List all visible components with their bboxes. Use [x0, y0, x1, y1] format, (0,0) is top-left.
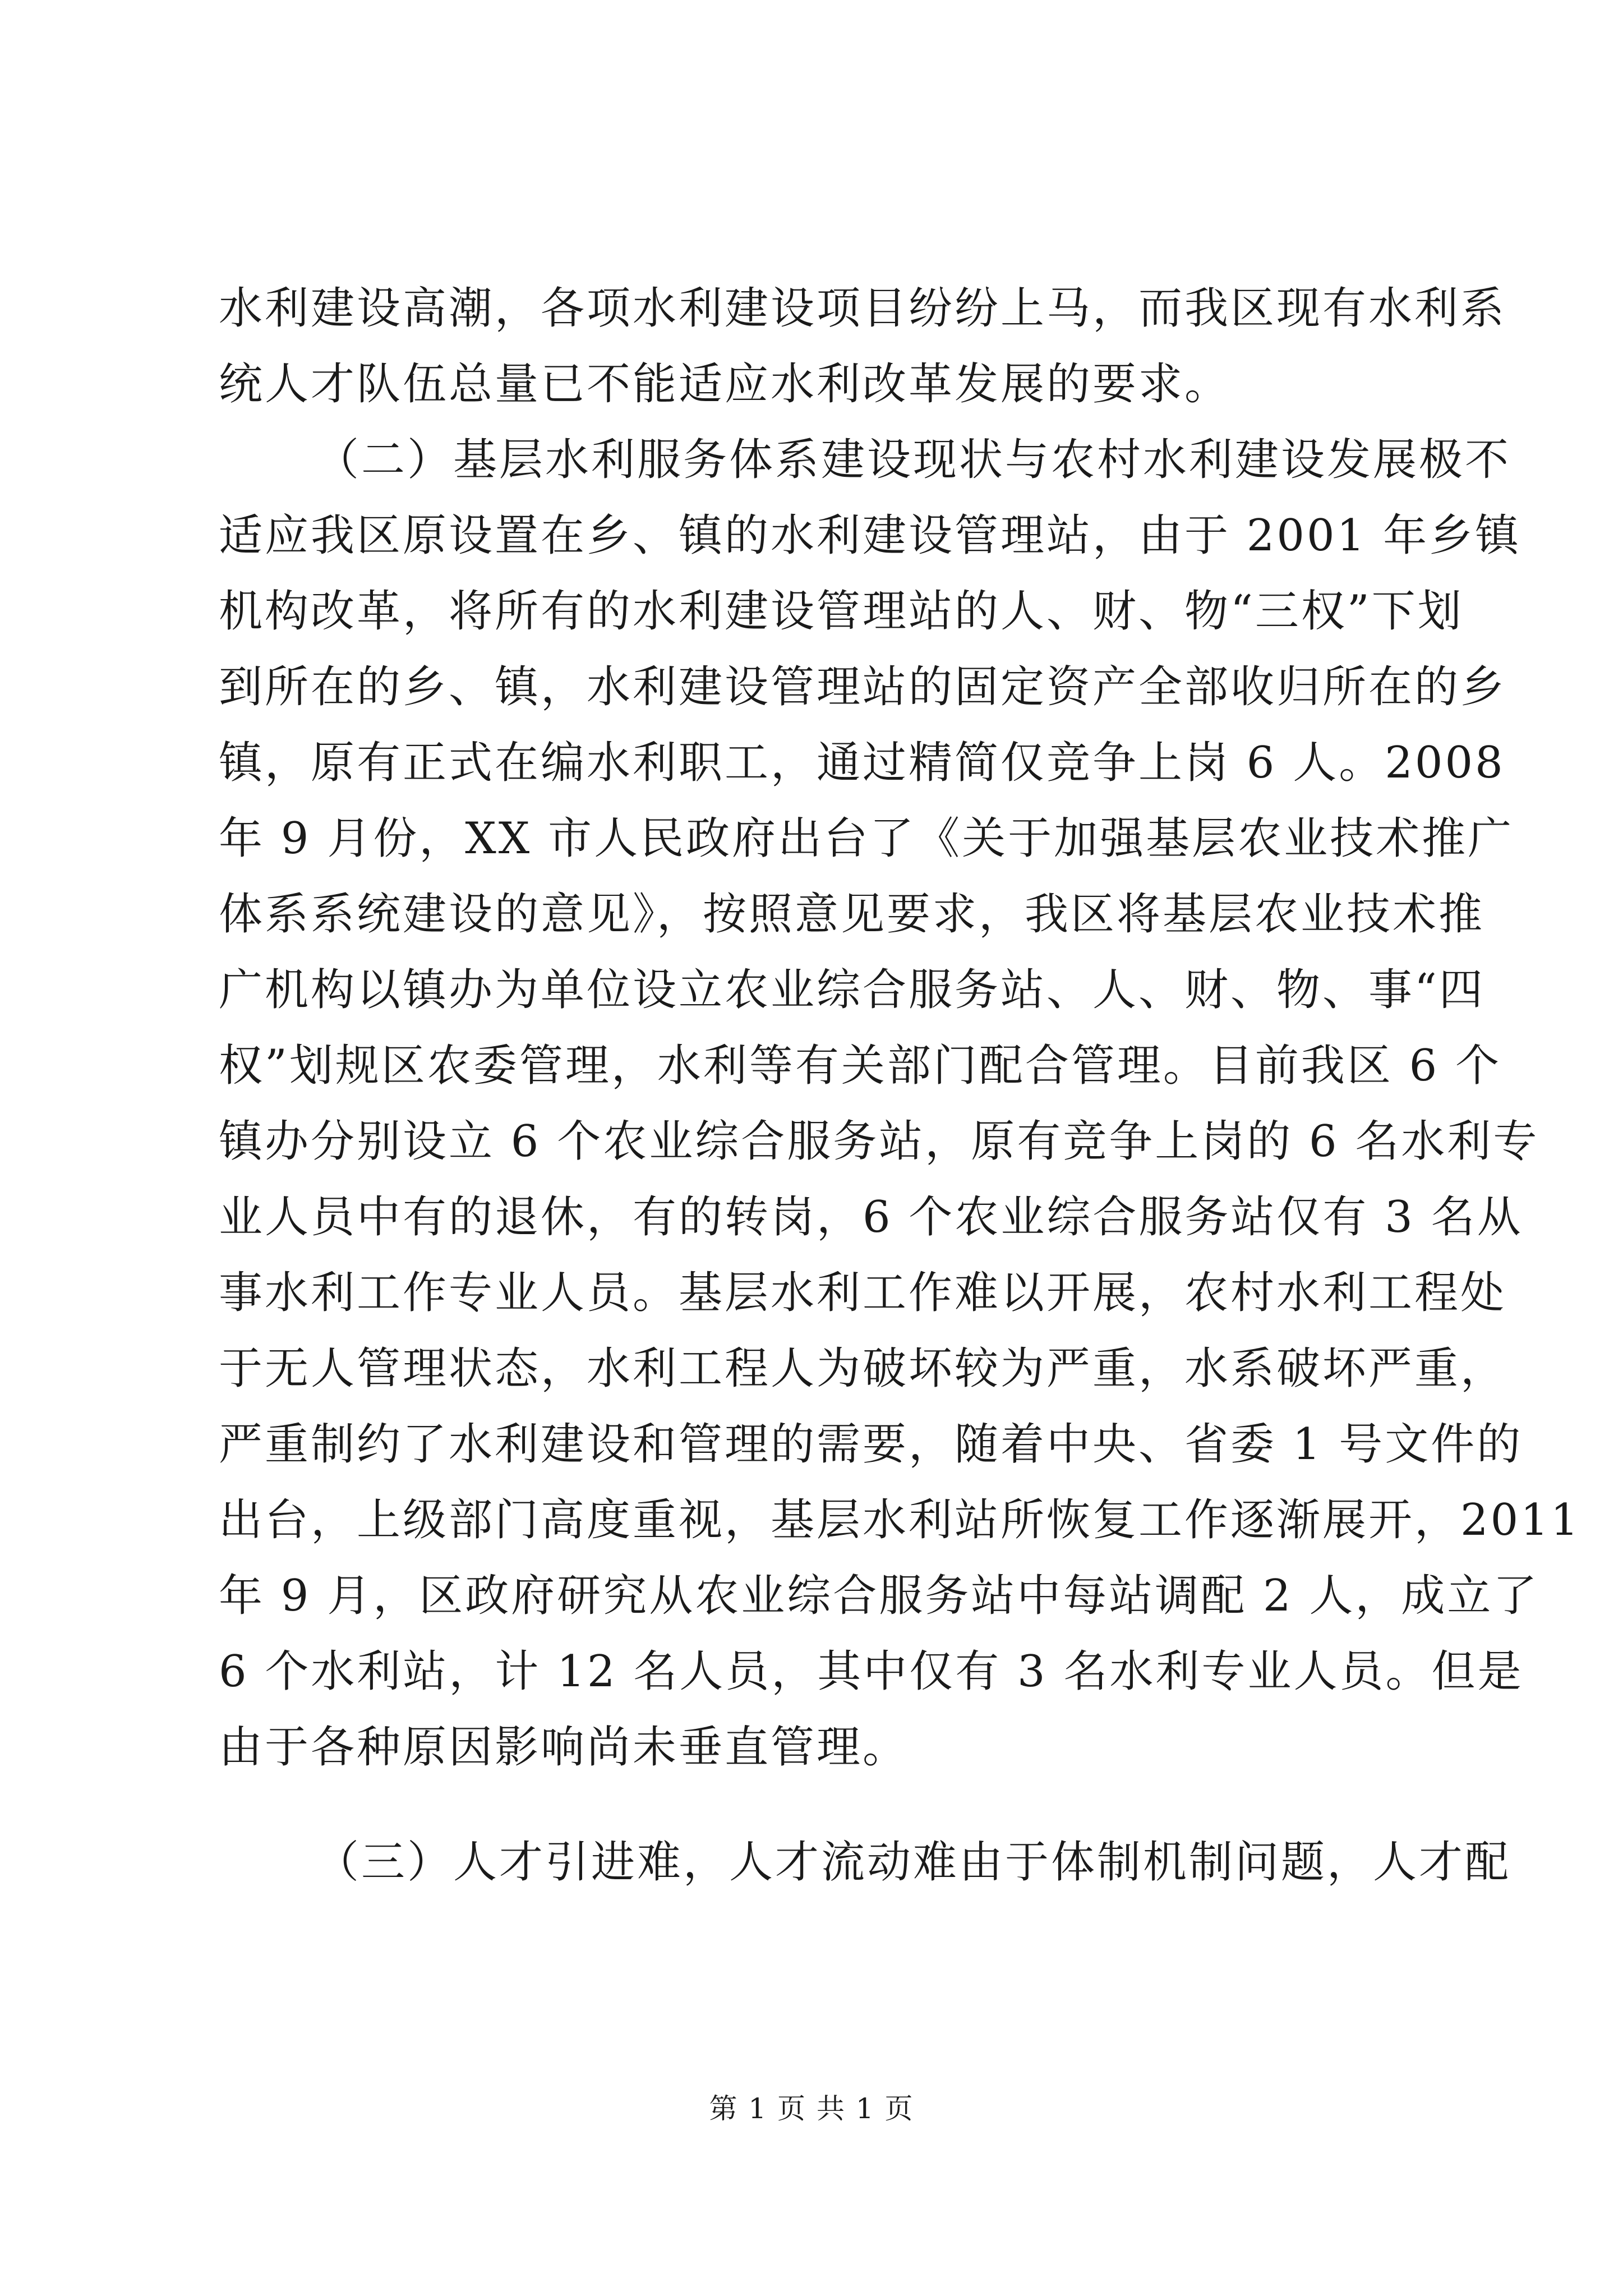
text-line: 镇办分别设立 6 个农业综合服务站，原有竞争上岗的 6 名水利专 — [219, 1116, 1539, 1167]
text-line: 由于各种原因影响尚未垂直管理。 — [219, 1722, 909, 1773]
text-line: 严重制约了水利建设和管理的需要，随着中央、省委 1 号文件的 — [219, 1419, 1523, 1470]
text-line: 于无人管理状态，水利工程人为破坏较为严重，水系破坏严重， — [219, 1343, 1507, 1394]
text-line: 体系系统建设的意见》，按照意见要求，我区将基层农业技术推 — [219, 889, 1485, 940]
text-line: 水利建设高潮，各项水利建设项目纷纷上马，而我区现有水利系 — [219, 283, 1507, 334]
text-line: 机构改革，将所有的水利建设管理站的人、财、物“三权”下划 — [219, 586, 1464, 637]
text-line: 6 个水利站，计 12 名人员，其中仅有 3 名水利专业人员。但是 — [219, 1646, 1524, 1697]
text-line: 出台，上级部门高度重视，基层水利站所恢复工作逐渐展开，2011 — [219, 1495, 1581, 1545]
text-line: 事水利工作专业人员。基层水利工作难以开展，农村水利工程处 — [219, 1268, 1507, 1318]
text-line: 适应我区原设置在乡、镇的水利建设管理站，由于 2001 年乡镇 — [219, 510, 1521, 561]
text-line: 广机构以镇办为单位设立农业综合服务站、人、财、物、事“四 — [219, 965, 1485, 1015]
text-line: 权”划规区农委管理，水利等有关部门配合管理。目前我区 6 个 — [219, 1041, 1502, 1091]
text-line: 年 9 月份，XX 市人民政府出台了《关于加强基层农业技术推广 — [219, 813, 1514, 864]
text-line: 镇，原有正式在编水利职工，通过精简仅竞争上岗 6 人。2008 — [219, 738, 1505, 788]
paragraph-start-line: （二）基层水利服务体系建设现状与农村水利建设发展极不 — [315, 435, 1511, 485]
text-line: 到所在的乡、镇，水利建设管理站的固定资产全部收归所在的乡 — [219, 662, 1507, 712]
page-footer: 第 1 页 共 1 页 — [709, 2092, 914, 2125]
paragraph-start-line: （三）人才引进难，人才流动难由于体制机制问题，人才配 — [315, 1837, 1511, 1888]
text-line: 年 9 月，区政府研究从农业综合服务站中每站调配 2 人，成立了 — [219, 1571, 1539, 1621]
text-line: 业人员中有的退休，有的转岗，6 个农业综合服务站仅有 3 名从 — [219, 1192, 1523, 1243]
text-line: 统人才队伍总量已不能适应水利改革发展的要求。 — [219, 359, 1231, 409]
